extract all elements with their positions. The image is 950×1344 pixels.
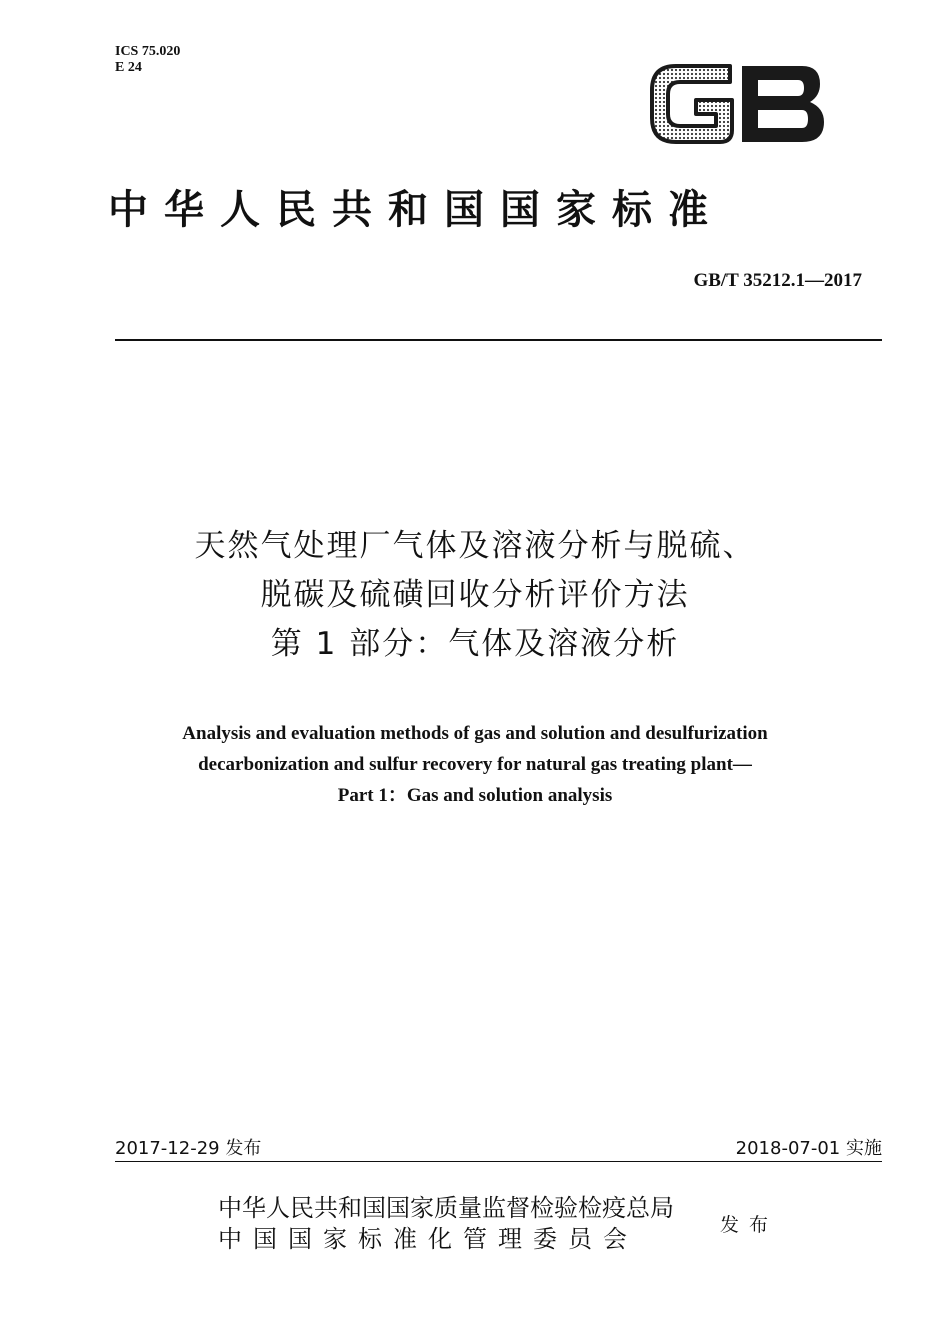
issuing-authorities <box>218 1193 674 1255</box>
title-cn-line-2: 脱碳及硫磺回收分析评价方法 <box>260 577 690 613</box>
ccs-code: E 24 <box>115 60 142 75</box>
publish-label: 发布 <box>720 1214 779 1236</box>
title-en-line-2: decarbonization and sulfur recovery for natural gas treating plant— <box>198 754 752 775</box>
title-english <box>60 718 890 811</box>
national-standard-heading: 中华人民共和国国家标准 <box>108 186 724 233</box>
title-chinese <box>60 522 890 669</box>
title-en-line-3: Part 1：Gas and solution analysis <box>337 785 613 806</box>
footer-divider <box>115 1161 882 1162</box>
header-divider <box>115 339 882 341</box>
gb-logo-text: GB <box>646 56 648 57</box>
implementation-date: 2018-07-01 实施 <box>735 1138 882 1159</box>
standard-number: GB/T 35212.1—2017 <box>693 270 862 291</box>
classification-codes <box>115 44 180 76</box>
issuer-line-2: 中国国家标准化管理委员会 <box>218 1225 638 1253</box>
issuer-line-1: 中华人民共和国国家质量监督检验检疫总局 <box>218 1194 674 1222</box>
title-cn-line-3: 第 1 部分：气体及溶液分析 <box>270 626 680 662</box>
title-en-line-1: Analysis and evaluation methods of gas and solution and desulfurization <box>182 723 768 744</box>
gb-logo <box>646 56 830 150</box>
title-cn-line-1: 天然气处理厂气体及溶液分析与脱硫、 <box>194 528 756 564</box>
ics-code: ICS 75.020 <box>115 44 181 59</box>
issue-date: 2017-12-29 发布 <box>115 1138 262 1159</box>
